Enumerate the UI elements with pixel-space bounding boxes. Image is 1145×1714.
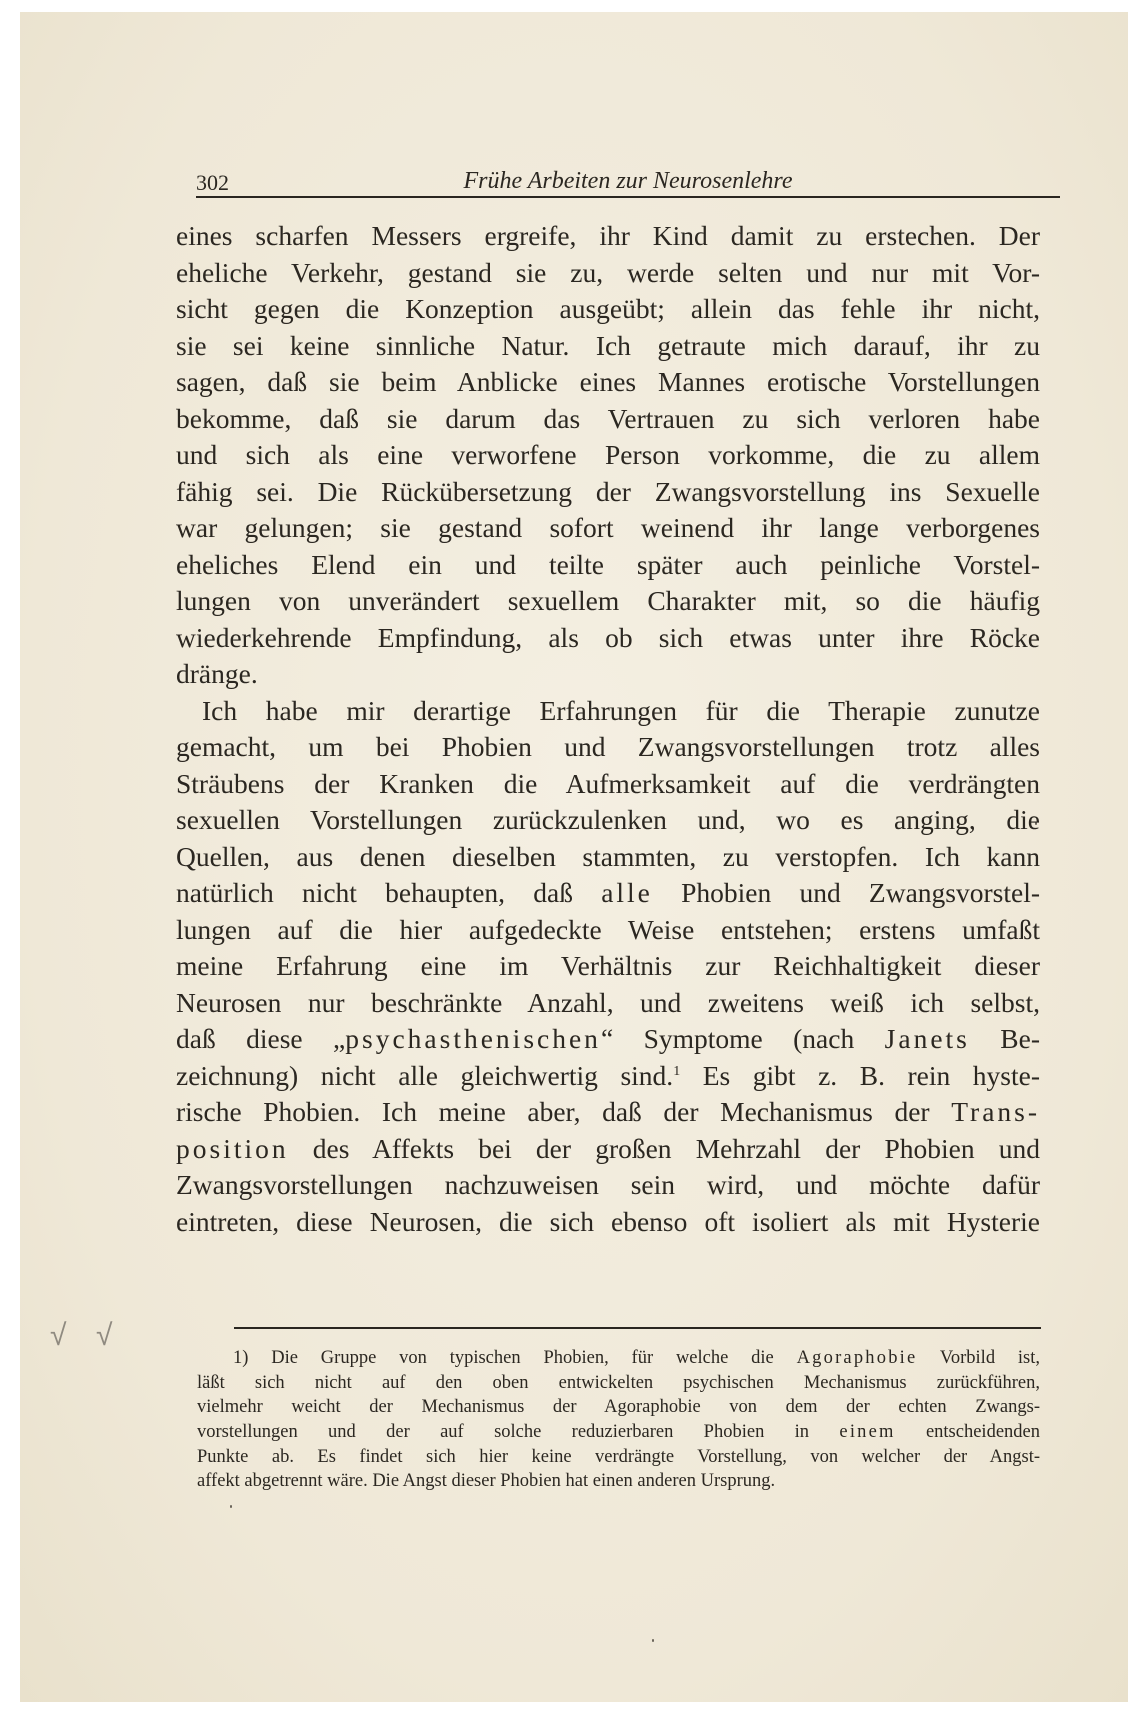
paper-speck — [230, 1505, 232, 1508]
pencil-check-mark: √ — [96, 1318, 113, 1353]
text-line: wiederkehrende Empfindung, als ob sich etwas unter ihre Röcke — [176, 621, 1040, 653]
footnote-divider — [234, 1327, 1041, 1329]
text-line — [176, 1021, 1040, 1058]
text-line: Quellen, aus denen dieselben stammten, zu verstopfen. Ich kann — [176, 840, 1040, 872]
footnote-line: affekt abgetrennt wäre. Die Angst dieser Phobien hat einen anderen Ursprung. — [197, 1471, 776, 1492]
emphasized-word: Trans- — [951, 1096, 1041, 1127]
running-title: Frühe Arbeiten zur Neurosenlehre — [463, 168, 793, 194]
page-header — [196, 166, 1060, 198]
text-line — [176, 1094, 1040, 1131]
text-line: sagen, daß sie beim Anblicke eines Mannes erotische Vorstellungen — [176, 366, 1040, 397]
text-segment: Vorbild ist, — [939, 1348, 1041, 1368]
text-line: dränge. — [176, 658, 258, 689]
text-line: Sträubens der Kranken die Aufmerksamkeit auf die verdrängten — [176, 767, 1040, 799]
footnote-line — [197, 1346, 1040, 1371]
emphasized-word: einem — [839, 1422, 896, 1443]
paper-speck — [652, 1639, 654, 1642]
text-line: Zwangsvorstellungen nachzuweisen sein wird, und möchte dafür — [176, 1169, 1040, 1200]
text-line: bekomme, daß sie darum das Vertrauen zu sich verloren habe — [176, 402, 1040, 434]
text-line: eheliche Verkehr, gestand sie zu, werde selten und nur mit Vor- — [176, 256, 1040, 288]
pencil-check-mark: √ — [50, 1318, 67, 1353]
footnote-reference[interactable]: 1 — [673, 1063, 681, 1079]
text-segment: Die Gruppe von typischen Phobien, für welche die — [271, 1348, 774, 1368]
text-line — [176, 1058, 1040, 1095]
page-number: 302 — [196, 170, 229, 195]
text-segment: Es gibt z. B. rein hyste- — [702, 1059, 1040, 1091]
text-segment: rische Phobien. Ich meine aber, daß der Mechanismus der — [176, 1096, 930, 1127]
text-line: Neurosen nur beschränkte Anzahl, und zweitens weiß ich selbst, — [176, 986, 1040, 1018]
text-line: gemacht, um bei Phobien und Zwangsvorstellungen trotz alles — [176, 731, 1040, 762]
text-line: sexuellen Vorstellungen zurückzulenken und, wo es anging, die — [176, 804, 1040, 835]
emphasized-word: Agoraphobie — [796, 1348, 918, 1368]
text-line: sie sei keine sinnliche Natur. Ich getraute mich darauf, ihr zu — [176, 329, 1040, 361]
text-line: meine Erfahrung eine im Verhältnis zur Reichhaltigkeit dieser — [176, 950, 1040, 981]
text-line: eheliches Elend ein und teilte später auch peinliche Vorstel- — [176, 548, 1040, 580]
text-line: war gelungen; sie gestand sofort weinend ihr lange verborgenes — [176, 512, 1040, 543]
emphasized-word: position — [176, 1132, 289, 1164]
text-segment: “ Symptome (nach — [600, 1023, 855, 1054]
footnote-line: vielmehr weicht der Mechanismus der Agoraphobie von dem der echten Zwangs- — [197, 1397, 1040, 1418]
text-segment: Phobien und Zwangsvorstel- — [681, 877, 1040, 908]
text-line: Ich habe mir derartige Erfahrungen für die Therapie zunutze — [202, 694, 1040, 726]
text-line — [176, 1131, 1040, 1168]
text-line — [176, 875, 1040, 912]
text-line: eintreten, diese Neurosen, die sich ebenso oft isoliert als mit Hysterie — [176, 1205, 1040, 1237]
footnote-line: Punkte ab. Es findet sich hier keine verdrängte Vorstellung, von welcher der Angst- — [197, 1446, 1040, 1467]
footnote — [197, 1346, 1040, 1494]
footnote-line: läßt sich nicht auf den oben entwickelten psychischen Mechanismus zurückführen, — [197, 1372, 1040, 1393]
text-segment: vorstellungen und der auf solche reduzierbaren Phobien in — [197, 1422, 810, 1443]
emphasized-word: psychasthenischen — [345, 1023, 601, 1054]
text-segment: zeichnung) nicht alle gleichwertig sind. — [176, 1059, 674, 1091]
text-segment: des Affekts bei der großen Mehrzahl der Phobien und — [312, 1132, 1041, 1164]
text-line: lungen auf die hier aufgedeckte Weise entstehen; erstens umfaßt — [176, 913, 1040, 945]
footnote-line — [197, 1420, 1040, 1445]
text-line: und sich als eine verworfene Person vorkomme, die zu allem — [176, 439, 1040, 470]
text-segment: entscheidenden — [925, 1422, 1040, 1443]
footnote-marker: 1) — [233, 1348, 249, 1368]
emphasized-word: alle — [601, 877, 653, 908]
body-text — [176, 218, 1040, 1240]
text-line: sicht gegen die Konzeption ausgeübt; allein das fehle ihr nicht, — [176, 293, 1040, 324]
emphasized-name: Janets — [884, 1023, 970, 1054]
text-segment: natürlich nicht behaupten, daß — [176, 877, 573, 908]
text-line: lungen von unverändert sexuellem Charakter mit, so die häufig — [176, 585, 1040, 616]
text-segment: Be- — [1000, 1023, 1041, 1054]
text-segment: daß diese „ — [176, 1023, 346, 1054]
text-line: eines scharfen Messers ergreife, ihr Kind damit zu erstechen. Der — [176, 220, 1040, 251]
text-line: fähig sei. Die Rückübersetzung der Zwangsvorstellung ins Sexuelle — [176, 475, 1040, 507]
